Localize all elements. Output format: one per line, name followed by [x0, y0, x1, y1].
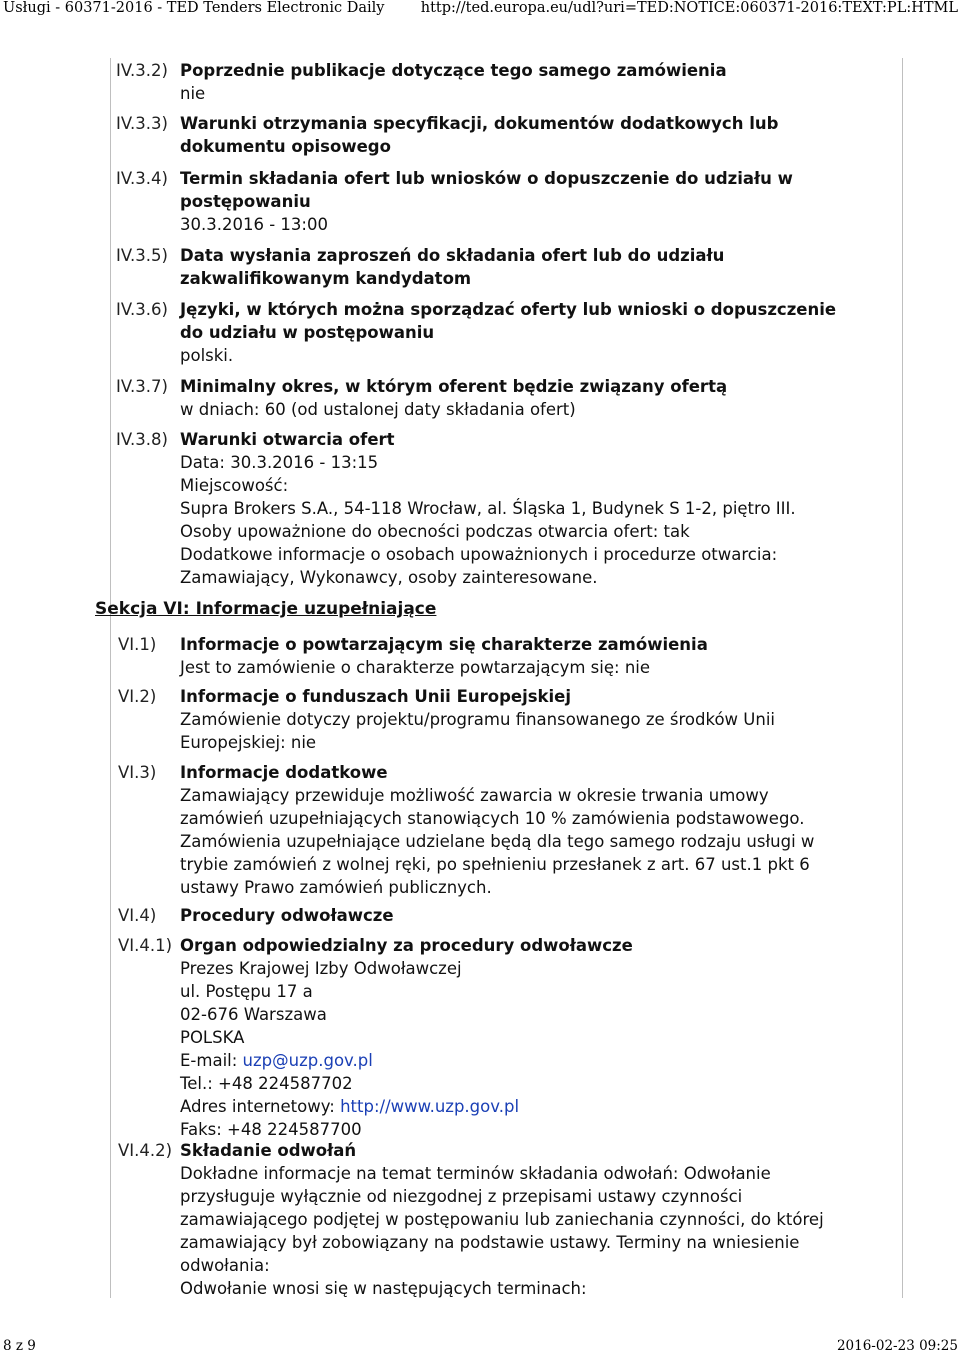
item-number: IV.3.7)	[116, 377, 168, 396]
item-title-line-1: Warunki otrzymania specyfikacji, dokumentów dodatkowych lub	[180, 114, 779, 133]
website-link[interactable]: http://www.uzp.gov.pl	[340, 1097, 520, 1116]
extra-info-line-1: Dodatkowe informacje o osobach upoważnionych i procedurze otwarcia:	[180, 545, 778, 564]
appeal-line: przysługuje wyłącznie od niezgodnej z przepisami ustawy czynności	[180, 1187, 743, 1206]
email-label: E-mail:	[180, 1051, 243, 1070]
print-datetime: 2016-02-23 09:25	[836, 1338, 958, 1354]
item-number: IV.3.4)	[116, 169, 168, 188]
section-vi-heading: Sekcja VI: Informacje uzupełniające	[95, 599, 437, 619]
item-value: 30.3.2016 - 13:00	[180, 215, 328, 234]
print-footer	[0, 1338, 960, 1357]
extra-info-line-2: Zamawiający, Wykonawcy, osoby zainteresowane.	[180, 568, 598, 587]
info-line: ustawy Prawo zamówień publicznych.	[180, 878, 492, 897]
item-number: IV.3.5)	[116, 246, 168, 265]
page-url: http://ted.europa.eu/udl?uri=TED:NOTICE:060371-2016:TEXT:PL:HTML	[420, 0, 958, 16]
item-value-line-2: Europejskiej: nie	[180, 733, 317, 752]
item-title: Informacje o funduszach Unii Europejskiej	[180, 687, 572, 706]
print-header	[0, 0, 960, 22]
item-number: IV.3.3)	[116, 114, 168, 133]
item-title: Informacje o powtarzającym się charakterze zamówienia	[180, 635, 708, 654]
item-number: IV.3.6)	[116, 300, 168, 319]
info-line: Zamówienia uzupełniające udzielane będą dla tego samego rodzaju usługi w	[180, 832, 815, 851]
item-title-line-1: Języki, w których można sporządzać oferty lub wnioski o dopuszczenie	[180, 300, 837, 319]
item-number: VI.3)	[118, 763, 157, 782]
item-title-line-2: do udziału w postępowaniu	[180, 323, 435, 342]
page-title: Usługi - 60371-2016 - TED Tenders Electronic Daily	[3, 0, 385, 16]
item-title-line-1: Termin składania ofert lub wniosków o dopuszczenie do udziału w	[180, 169, 793, 188]
item-value: w dniach: 60 (od ustalonej daty składania ofert)	[180, 400, 576, 419]
organ-web-row	[180, 1095, 860, 1118]
item-title: Informacje dodatkowe	[180, 763, 388, 782]
item-title: Warunki otwarcia ofert	[180, 430, 395, 449]
item-number: VI.4.1)	[118, 936, 173, 955]
item-title-line-2: postępowaniu	[180, 192, 311, 211]
organ-tel: Tel.: +48 224587702	[180, 1074, 353, 1093]
item-title-line-2: dokumentu opisowego	[180, 137, 391, 156]
item-title: Procedury odwoławcze	[180, 906, 394, 925]
item-number: VI.1)	[118, 635, 157, 654]
item-title: Składanie odwołań	[180, 1141, 357, 1160]
organ-name: Prezes Krajowej Izby Odwoławczej	[180, 959, 462, 978]
item-title: Poprzednie publikacje dotyczące tego samego zamówienia	[180, 61, 727, 80]
organ-fax: Faks: +48 224587700	[180, 1120, 362, 1139]
organ-country: POLSKA	[180, 1028, 245, 1047]
appeal-line: zamawiającego podjętej w postępowaniu lub zaniechania czynności, do której	[180, 1210, 824, 1229]
info-line: zamówień uzupełniających stanowiących 10 % zamówienia podstawowego.	[180, 809, 805, 828]
item-value: Jest to zamówienie o charakterze powtarzającym się: nie	[180, 658, 651, 677]
left-border-rule	[110, 58, 111, 1298]
right-border-rule	[902, 58, 903, 1298]
organ-street: ul. Postępu 17 a	[180, 982, 313, 1001]
item-value-line-1: Zamówienie dotyczy projektu/programu finansowanego ze środków Unii	[180, 710, 775, 729]
appeal-line: Dokładne informacje na temat terminów składania odwołań: Odwołanie	[180, 1164, 771, 1183]
opening-date: Data: 30.3.2016 - 13:15	[180, 453, 379, 472]
item-value: nie	[180, 84, 206, 103]
authorised-persons: Osoby upoważnione do obecności podczas otwarcia ofert: tak	[180, 522, 690, 541]
appeal-line: odwołania:	[180, 1256, 270, 1275]
organ-city: 02-676 Warszawa	[180, 1005, 327, 1024]
page-number: 8 z 9	[3, 1338, 36, 1354]
item-number: IV.3.2)	[116, 61, 168, 80]
item-number: VI.4)	[118, 906, 157, 925]
place-label: Miejscowość:	[180, 476, 289, 495]
web-label: Adres internetowy:	[180, 1097, 341, 1116]
item-number: IV.3.8)	[116, 430, 168, 449]
place-value: Supra Brokers S.A., 54-118 Wrocław, al. Śląska 1, Budynek S 1-2, piętro III.	[180, 499, 796, 518]
item-title: Minimalny okres, w którym oferent będzie związany ofertą	[180, 377, 728, 396]
item-title: Organ odpowiedzialny za procedury odwoławcze	[180, 936, 633, 955]
appeal-line: zamawiający był zobowiązany na podstawie ustawy. Terminy na wniesienie	[180, 1233, 800, 1252]
item-title-line-1: Data wysłania zaproszeń do składania ofert lub do udziału	[180, 246, 725, 265]
appeal-line: Odwołanie wnosi się w następujących terminach:	[180, 1279, 587, 1298]
info-line: trybie zamówień z wolnej ręki, po spełnieniu przesłanek z art. 67 ust.1 pkt 6	[180, 855, 810, 874]
organ-email-row	[180, 1049, 860, 1072]
item-number: VI.4.2)	[118, 1141, 173, 1160]
info-line: Zamawiający przewiduje możliwość zawarcia w okresie trwania umowy	[180, 786, 769, 805]
email-link[interactable]: uzp@uzp.gov.pl	[242, 1051, 373, 1070]
item-number: VI.2)	[118, 687, 157, 706]
item-title-line-2: zakwalifikowanym kandydatom	[180, 269, 472, 288]
item-value: polski.	[180, 346, 234, 365]
